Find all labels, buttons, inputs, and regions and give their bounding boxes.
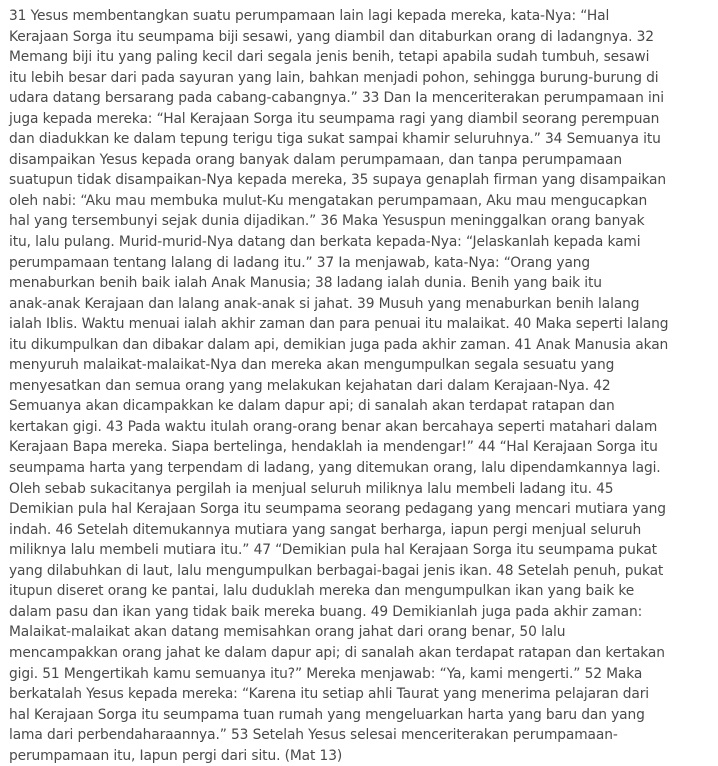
passage-line: perumpamaan itu, Iapun pergi dari situ. (Mat 13) — [9, 747, 343, 764]
passage-line: juga kepada mereka: “Hal Kerajaan Sorga itu seumpama ragi yang diambil seorang perempuan — [9, 110, 660, 127]
passage-line: hal Kerajaan Sorga itu seumpama tuan rumah yang mengeluarkan harta yang baru dan yang — [9, 706, 645, 723]
passage-line: 31 Yesus membentangkan suatu perumpamaan lain lagi kepada mereka, kata-Nya: “Hal — [9, 8, 610, 24]
passage-line: Kerajaan Sorga itu seumpama biji sesawi, yang diambil dan ditaburkan orang di ladangnya. 32 — [9, 28, 654, 45]
passage-line: indah. 46 Setelah ditemukannya mutiara yang sangat berharga, iapun pergi menjual seluruh — [9, 521, 642, 538]
passage-line: suatupun tidak disampaikan-Nya kepada mereka, 35 supaya genaplah firman yang disampaikan — [9, 172, 666, 189]
passage-line: menyesatkan dan semua orang yang melakukan kejahatan dari dalam Kerajaan-Nya. 42 — [9, 377, 611, 394]
passage-line: miliknya lalu membeli mutiara itu.” 47 “Demikian pula hal Kerajaan Sorga itu seumpama pukat — [9, 542, 657, 559]
passage-line: menaburkan benih baik ialah Anak Manusia; 38 ladang ialah dunia. Benih yang baik itu — [9, 275, 602, 292]
passage-line: itupun diseret orang ke pantai, lalu duduklah mereka dan mengumpulkan ikan yang baik ke — [9, 583, 635, 600]
passage-line: oleh nabi: “Aku mau membuka mulut-Ku mengatakan perumpamaan, Aku mau mengucapkan — [9, 192, 648, 209]
passage-line: Malaikat-malaikat akan datang memisahkan orang jahat dari orang benar, 50 lalu — [9, 624, 566, 641]
passage-line: itu, lalu pulang. Murid-murid-Nya datang dan berkata kepada-Nya: “Jelaskanlah kepada kami — [9, 234, 641, 251]
passage-line: disampaikan Yesus kepada orang banyak dalam perumpamaan, dan tanpa perumpamaan — [9, 151, 622, 168]
passage-line: itu lebih besar dari pada sayuran yang lain, bahkan menjadi pohon, sehingga burung-burung di — [9, 69, 659, 86]
passage-line: ialah Iblis. Waktu menuai ialah akhir zaman dan para penuai itu malaikat. 40 Maka seperti lalang — [9, 316, 669, 333]
passage-line: Demikian pula hal Kerajaan Sorga itu seumpama seorang pedagang yang mencari mutiara yang — [9, 501, 666, 518]
passage-line: yang dilabuhkan di laut, lalu mengumpulkan berbagai-bagai jenis ikan. 48 Setelah penuh, pukat — [9, 562, 664, 579]
passage-line: dan diadukkan ke dalam tepung terigu tiga sukat sampai khamir seluruhnya.” 34 Semuanya itu — [9, 131, 661, 148]
passage-line: mencampakkan orang jahat ke dalam dapur api; di sanalah akan terdapat ratapan dan kertakan — [9, 644, 665, 661]
passage-line: perumpamaan tentang lalang di ladang itu.” 37 Ia menjawab, kata-Nya: “Orang yang — [9, 254, 591, 271]
passage-line: hal yang tersembunyi sejak dunia dijadikan.” 36 Maka Yesuspun meninggalkan orang banyak — [9, 213, 645, 230]
passage-line: lama dari perbendaharaannya.” 53 Setelah Yesus selesai menceriterakan perumpamaan- — [9, 727, 618, 744]
passage-line: anak-anak Kerajaan dan lalang anak-anak si jahat. 39 Musuh yang menaburkan benih lalang — [9, 295, 640, 312]
passage-line: itu dikumpulkan dan dibakar dalam api, demikian juga pada akhir zaman. 41 Anak Manusia akan — [9, 336, 669, 353]
passage-line: Memang biji itu yang paling kecil dari segala jenis benih, tetapi apabila sudah tumbuh, sesawi — [9, 49, 650, 66]
passage-line: seumpama harta yang terpendam di ladang, yang ditemukan orang, lalu dipendamkannya lagi. — [9, 460, 661, 477]
passage-line: Oleh sebab sukacitanya pergilah ia menjual seluruh miliknya lalu membeli ladang itu. 45 — [9, 480, 614, 497]
passage-line: Semuanya akan dicampakkan ke dalam dapur api; di sanalah akan terdapat ratapan dan — [9, 398, 615, 415]
passage-line: udara datang bersarang pada cabang-cabangnya.” 33 Dan Ia menceriterakan perumpamaan ini — [9, 90, 665, 107]
scripture-passage — [9, 6, 714, 766]
passage-line: Kerajaan Bapa mereka. Siapa bertelinga, hendaklah ia mendengar!” 44 “Hal Kerajaan Sorga itu — [9, 439, 658, 456]
passage-line: berkatalah Yesus kepada mereka: “Karena itu setiap ahli Taurat yang menerima pelajaran dari — [9, 686, 649, 703]
passage-line: kertakan gigi. 43 Pada waktu itulah orang-orang benar akan bercahaya seperti matahari dalam — [9, 418, 658, 435]
passage-line: dalam pasu dan ikan yang tidak baik mereka buang. 49 Demikianlah juga pada akhir zaman: — [9, 603, 643, 620]
passage-line: menyuruh malaikat-malaikat-Nya dan mereka akan mengumpulkan segala sesuatu yang — [9, 357, 615, 374]
passage-line: gigi. 51 Mengertikah kamu semuanya itu?” Mereka menjawab: “Ya, kami mengerti.” 52 Maka — [9, 665, 643, 682]
